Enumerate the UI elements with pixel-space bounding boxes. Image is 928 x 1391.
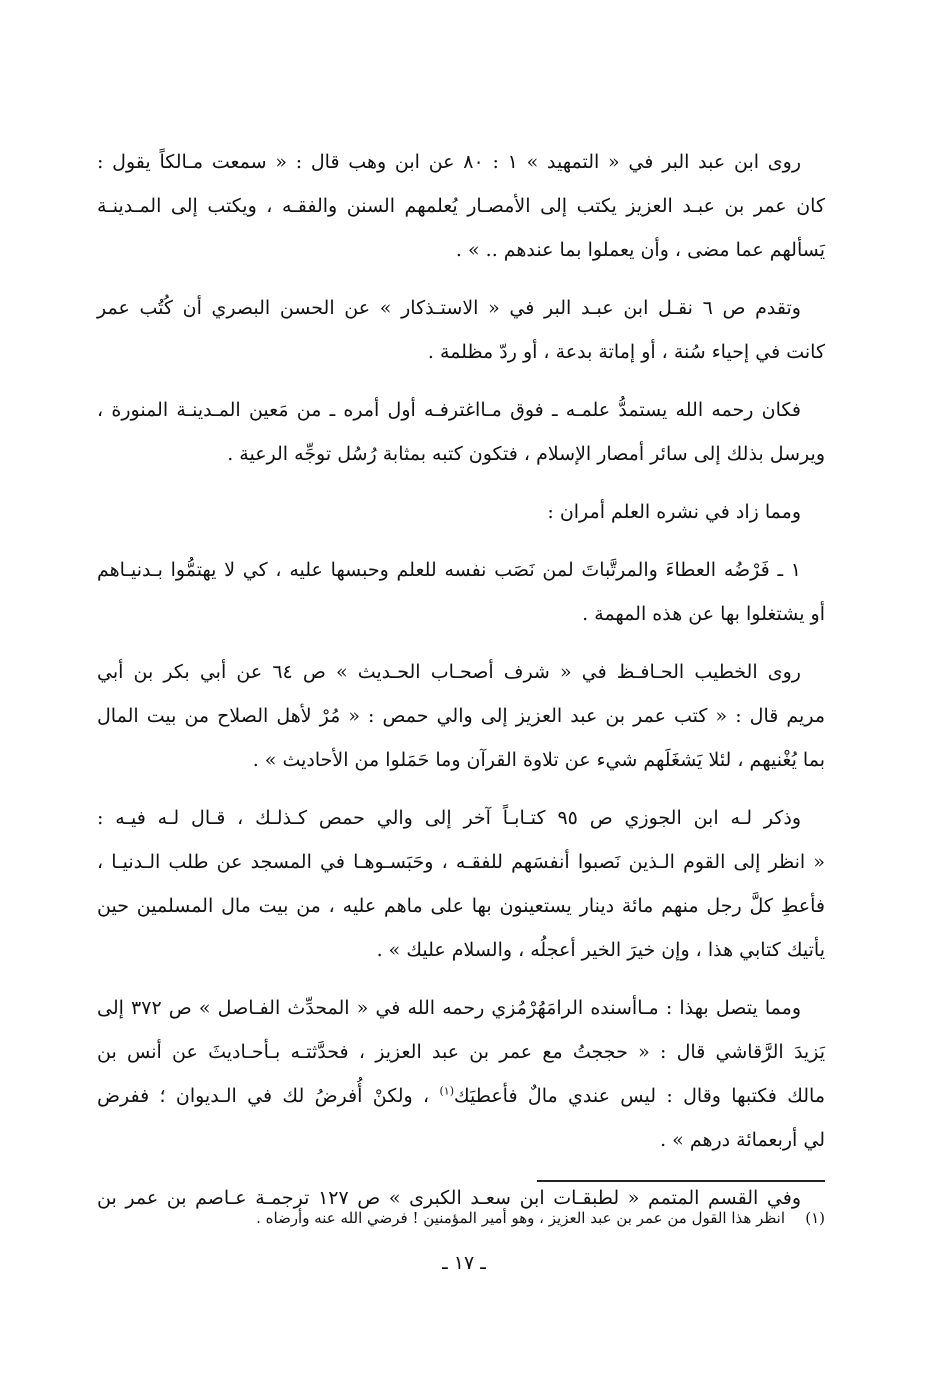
text-line: وتقدم ص ٦ نقـل ابن عبـد البر في « الاستـذكار » عن الحسن البصري أن كُتُب عمر [97,297,801,319]
text-line: مريم قال : « كتب عمر بن عبد العزيز إلى والي حمص : « مُرْ لأهل الصلاح من بيت المال [97,705,825,727]
text-line: ١ ـ فَرْضُه العطاءَ والمرتَّباتَ لمن نَصَب نفسه للعلم وحبسها عليه ، كي لا يهتمُّوا بـدنيـاهم [97,559,801,581]
text-line: ومما يتصل بهذا : مـاأسنده الرامَهُرْمُزي رحمه الله في « المحدِّث الفـاصل » ص ٣٧٢ إلى [97,997,801,1019]
text-line: فكان رحمه الله يستمدُّ علمـه ـ فوق مـااغترفـه أول أمره ـ من مَعين المـدينـة المنورة ، [97,399,801,421]
footnote-marker[interactable]: (١) [439,1084,454,1098]
text-line: كان عمر بن عبـد العزيز يكتب إلى الأمصـار يُعلمهم السنن والفقـه ، ويكتب إلى المـدينـة [97,195,825,217]
paragraph-1 [97,140,825,272]
text-line: « انظر إلى القوم الـذين نَصبوا أنفسَهم للفقـه ، وحَبَسـوهـا في المسجد عن طلب الـدنيـا ، [97,851,825,873]
footnote-number: (١) [805,1209,825,1227]
paragraph-5 [97,548,825,636]
paragraph-7 [97,796,825,972]
main-text [97,140,825,1234]
text-segment: ، ولكنْ أُفرضُ لك في الـديوان ؛ ففرض [97,1085,440,1107]
paragraph-4 [97,490,825,534]
text-segment: مالك فكتبها وقال : ليس عندي مالٌ فأعطيَك [454,1085,825,1107]
text-line: ومما زاد في نشره العلم أمران : [547,501,801,523]
paragraph-6 [97,650,825,782]
text-line: وذكر لـه ابن الجوزي ص ٩٥ كتـابـاً آخر إلى والي حمص كـذلـك ، قـال لـه فيـه : [97,807,801,829]
paragraph-3 [97,388,825,476]
text-line: يأتيك كتابي هذا ، وإن خيرَ الخير أعجلُه ، والسلام عليك » . [376,939,825,961]
paragraph-2 [97,286,825,374]
page-number: ـ ١٧ ـ [442,1252,486,1274]
footnote-divider [537,1180,825,1182]
text-line: يَسألهم عما مضى ، وأن يعملوا بما عندهم .. » . [455,239,825,261]
text-line: لي أربعمائة درهم » . [660,1129,825,1151]
text-line: كانت في إحياء سُنة ، أو إماتة بدعة ، أو ردّ مظلمة . [427,341,825,363]
text-line: وفي القسم المتمم « لطبقـات ابن سعـد الكبرى » ص ١٢٧ ترجمـة عـاصم بن عمر بن [97,1187,801,1209]
text-line: أو يشتغلوا بها عن هذه المهمة . [582,603,825,625]
footnote [97,1203,825,1233]
paragraph-8 [97,986,825,1162]
text-line: ويرسل بذلك إلى سائر أمصار الإسلام ، فتكون كتبه بمثابة رُسُل توجِّه الرعية . [227,443,825,465]
text-line: بما يُغْنيهم ، لئلا يَشغَلَهم شيء عن تلاوة القرآن وما حَمَلوا من الأحاديث » . [252,749,825,771]
text-line [97,1074,825,1118]
footnote-text: انظر هذا القول من عمر بن عبد العزيز ، وهو أمير المؤمنين ! فرضي الله عنه وأرضاه . [256,1209,785,1227]
text-line: فأعطِ كلَّ رجل منهم مائة دينار يستعينون بها على ماهم عليه ، من بيت مال المسلمين حين [97,895,825,917]
text-line: يَزيدَ الرَّقاشي قال : « حججتُ مع عمر بن عبد العزيز ، فحدَّثتـه بـأحـاديثَ عن أنس بن [97,1041,825,1063]
text-line: روى ابن عبد البر في « التمهيد » ١ : ٨٠ عن ابن وهب قال : « سمعت مـالكاً يقول : [97,151,801,173]
text-line: روى الخطيب الحـافـظ في « شرف أصحـاب الحـديث » ص ٦٤ عن أبي بكر بن أبي [97,661,801,683]
